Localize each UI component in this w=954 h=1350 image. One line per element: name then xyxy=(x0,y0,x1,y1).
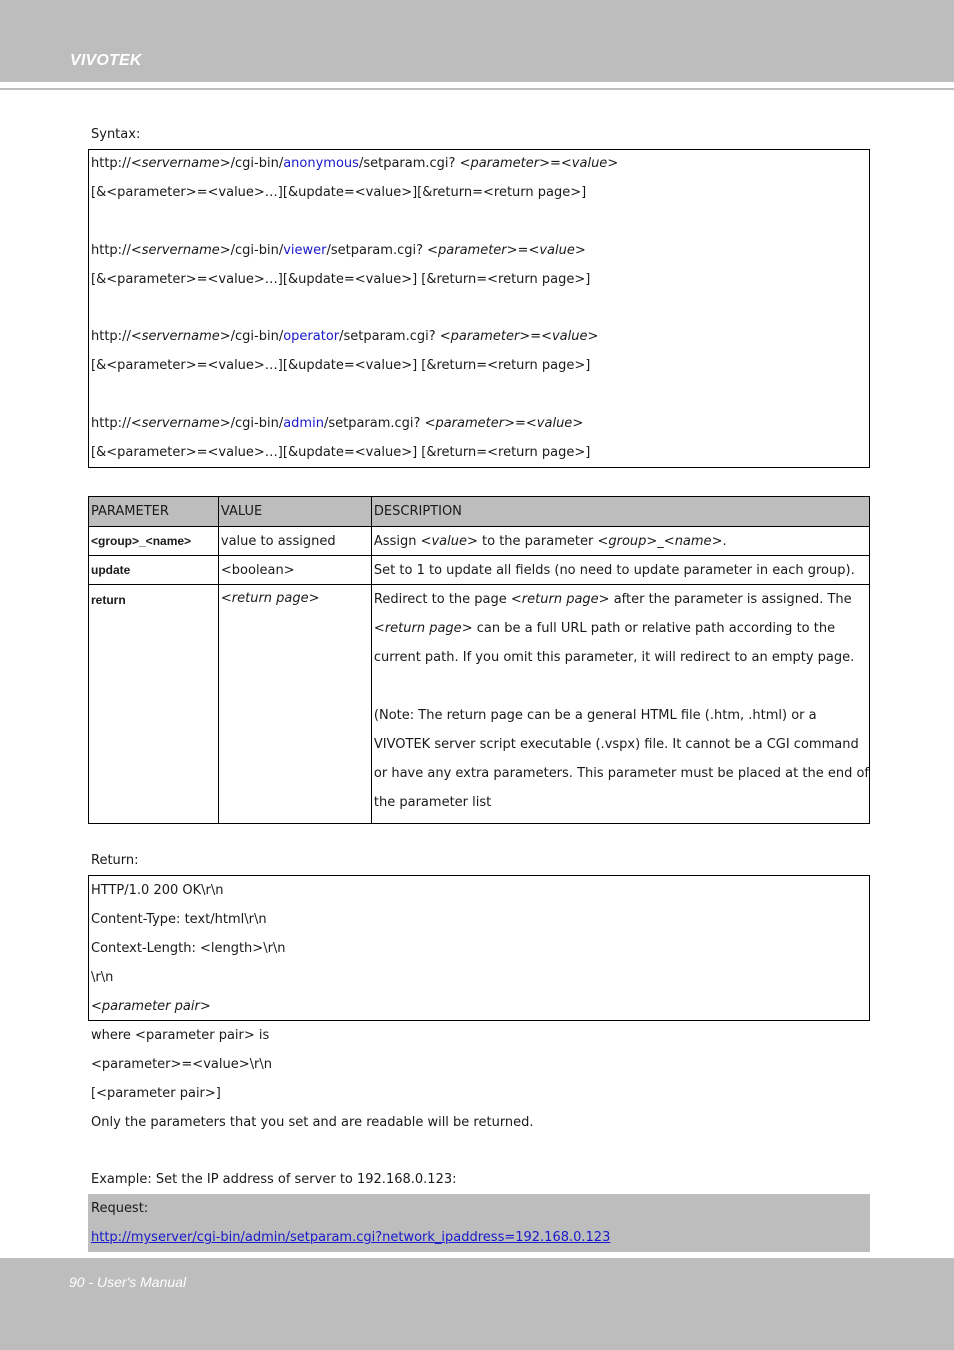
param-value: <return page> xyxy=(218,585,371,824)
parameter-table xyxy=(88,496,870,824)
return-line: HTTP/1.0 200 OK\r\n xyxy=(91,883,224,898)
brand-logo: VIVOTEK xyxy=(70,52,142,69)
return-line: Content-Type: text/html\r\n xyxy=(91,912,267,927)
syntax-box xyxy=(88,149,870,468)
param-value: value to assigned xyxy=(218,527,371,556)
request-label: Request: xyxy=(91,1201,149,1216)
table-row xyxy=(89,556,870,585)
header-value: VALUE xyxy=(218,497,371,527)
table-row xyxy=(89,585,870,824)
param-name: return xyxy=(89,585,219,824)
syntax-viewer-line1: http://<servername>/cgi-bin/viewer/setparam.cgi? <parameter>=<value> xyxy=(91,243,586,258)
return-line: <parameter pair> xyxy=(91,999,211,1014)
param-description: Redirect to the page <return page> after the parameter is assigned. The <return page> can be a full URL path or relative path according to the current path. If you omit this parameter, it will redirect to an empty page. (Note: The return page can be a general HTML file (.htm, .html) or a VIVOTEK server script executable (.vspx) file. It cannot be a CGI command or have any extra parameters. This parameter must be placed at the end of the parameter list xyxy=(371,585,869,824)
header-divider xyxy=(0,88,954,90)
return-line: Context-Length: <length>\r\n xyxy=(91,941,286,956)
header-description: DESCRIPTION xyxy=(371,497,869,527)
table-row xyxy=(89,527,870,556)
example-box xyxy=(88,1194,870,1252)
param-name: update xyxy=(89,556,219,585)
page-footer xyxy=(0,1258,954,1350)
page-header xyxy=(0,0,954,82)
syntax-viewer-line2: [&<parameter>=<value>…][&update=<value>] [&return=<return page>] xyxy=(91,272,591,287)
return-label: Return: xyxy=(91,853,139,868)
page-number: 90 - User's Manual xyxy=(69,1274,187,1290)
where-line: <parameter>=<value>\r\n xyxy=(91,1057,272,1072)
request-url-link[interactable]: http://myserver/cgi-bin/admin/setparam.cgi?network_ipaddress=192.168.0.123 xyxy=(91,1230,611,1245)
param-value: <boolean> xyxy=(218,556,371,585)
table-header-row xyxy=(89,497,870,527)
header-parameter: PARAMETER xyxy=(89,497,219,527)
syntax-operator-line2: [&<parameter>=<value>…][&update=<value>] [&return=<return page>] xyxy=(91,358,591,373)
param-name: <group>_<name> xyxy=(89,527,219,556)
syntax-label: Syntax: xyxy=(91,127,141,142)
syntax-operator-line1: http://<servername>/cgi-bin/operator/setparam.cgi? <parameter>=<value> xyxy=(91,329,599,344)
syntax-admin-line2: [&<parameter>=<value>…][&update=<value>] [&return=<return page>] xyxy=(91,445,591,460)
return-box xyxy=(88,875,870,1021)
example-label: Example: Set the IP address of server to 192.168.0.123: xyxy=(91,1172,457,1187)
param-description: Assign <value> to the parameter <group>_<name>. xyxy=(371,527,869,556)
syntax-anonymous-line1: http://<servername>/cgi-bin/anonymous/setparam.cgi? <parameter>=<value> xyxy=(91,156,619,171)
syntax-anonymous-line2: [&<parameter>=<value>…][&update=<value>][&return=<return page>] xyxy=(91,185,587,200)
syntax-admin-line1: http://<servername>/cgi-bin/admin/setparam.cgi? <parameter>=<value> xyxy=(91,416,584,431)
where-line: where <parameter pair> is xyxy=(91,1028,270,1043)
param-description: Set to 1 to update all fields (no need to update parameter in each group). xyxy=(371,556,869,585)
where-line: Only the parameters that you set and are readable will be returned. xyxy=(91,1115,534,1130)
where-line: [<parameter pair>] xyxy=(91,1086,221,1101)
return-line: \r\n xyxy=(91,970,114,985)
